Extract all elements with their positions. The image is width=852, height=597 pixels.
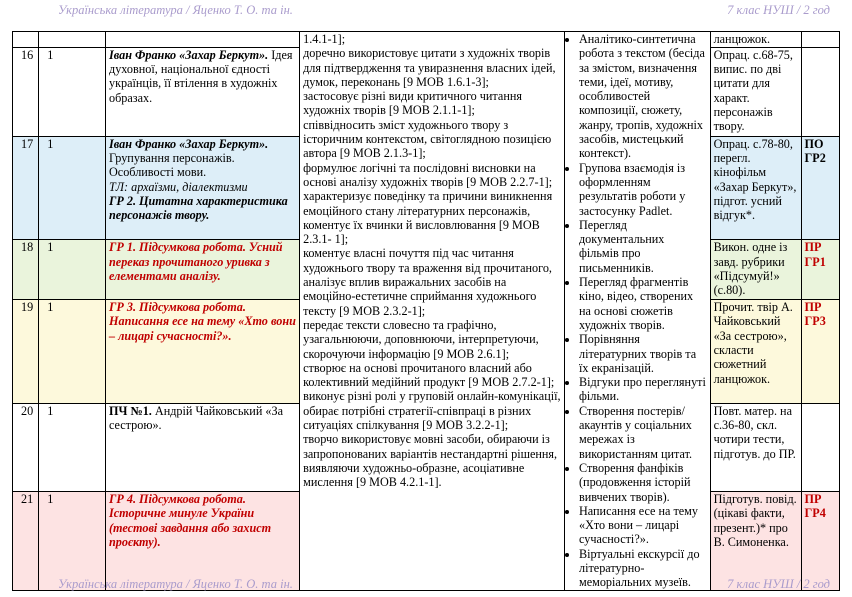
lesson-topic: ГР 4. Підсумкова робота. Історичне минуле України (тестові завдання або захист проєкту). <box>106 491 300 590</box>
homework-cell: Прочит. твір А. Чайковський «За сестрою», скласти сюжетний ланцюжок. <box>710 300 801 404</box>
learning-outcomes-cell <box>300 32 565 591</box>
activity-item: • Аналітико-синтетична робота з текстом (бесіда за змістом, визначення теми, ідеї, мотиву, особливостей композиції, сюжету, жанру, тропів, художніх засобів, мистецький контекст). <box>579 32 707 161</box>
page-footer <box>0 574 852 594</box>
footer-left: Українська література / Яценко Т. О. та ін. <box>58 577 293 591</box>
header-right: 7 клас НУШ / 2 год <box>727 3 830 17</box>
topic-text: Ідея духовної, національної єдності українців, її втілення в художніх образах. <box>109 47 293 105</box>
assessment-code <box>801 47 839 136</box>
homework-cell: ланцюжок. <box>710 32 801 48</box>
lesson-hours: 1 <box>39 403 106 491</box>
assessment-code <box>801 403 839 491</box>
curriculum-table <box>12 31 840 591</box>
lesson-number: 16 <box>13 47 39 136</box>
assessment-code: ПР ГР1 <box>801 240 839 300</box>
outcome-item: формулює логічні та послідовні висновки на основі аналізу художніх творів [9 МОВ 2.2.7-1]; <box>303 160 553 189</box>
homework-cell: Опрац. с.68-75, випис. по дві цитати для характ. персонажів твору. <box>710 47 801 136</box>
assessment-code: ПО ГР2 <box>801 136 839 240</box>
assessment-code: ПР ГР3 <box>801 300 839 404</box>
activities-cell <box>564 32 710 591</box>
activity-item: • Відгуки про переглянуті фільми. <box>579 375 707 404</box>
lesson-number: 20 <box>13 403 39 491</box>
outcome-item: характеризує поведінку та причини виникнення емоційного стану літературних персонажів, коментує їх вчинки й висловлювання [9 МОВ 2.3.1- 1]; <box>303 189 553 247</box>
lesson-topic: ГР 3. Підсумкова робота. Написання есе на тему «Хто вони – лицарі сучасності?». <box>106 300 300 404</box>
outcome-item: застосовує різні види критичного читання художніх творів [9 МОВ 2.1.1-1]; <box>303 89 522 118</box>
topic-title: ПЧ №1. <box>109 403 152 418</box>
outcome-item: 1.4.1-1]; <box>303 32 346 46</box>
outcome-item: творчо використовує мовні засоби, обираючи із запропонованих варіантів нестандартні рішення, виявляючи художньо-образне, асоціативне мислення [9 МОВ 4.2.1-1]. <box>303 432 558 490</box>
topic-text: Андрій Чайковський «За сестрою». <box>109 403 283 433</box>
outcome-item: виконує різні ролі у груповій онлайн-комунікації, обирає потрібні стратегії-співпраці в різних ситуаціях спілкування [9 МОВ 3.2.2-1]; <box>303 389 561 433</box>
homework-cell: Викон. одне із завд. рубрики «Підсумуй!» (с.80). <box>710 240 801 300</box>
topic-group-work: ГР 2. Цитатна характеристика персонажів твору. <box>109 193 288 223</box>
activity-item: • Перегляд документальних фільмів про письменників. <box>579 218 707 275</box>
activity-item: • Написання есе на тему «Хто вони – лицарі сучасності?». <box>579 504 707 547</box>
activity-item: • Групова взаємодія із оформленням результатів роботи у застосунку Padlet. <box>579 161 707 218</box>
topic-title: Іван Франко «Захар Беркут». <box>109 47 269 62</box>
homework-cell: Опрац. с.78-80, перегл. кінофільм «Захар Беркут», підгот. усний відгук*. <box>710 136 801 240</box>
footer-right: 7 клас НУШ / 2 год <box>727 577 830 591</box>
activity-item: • Створення фанфіків (продовження історій вивчених творів). <box>579 461 707 504</box>
lesson-number: 19 <box>13 300 39 404</box>
homework-cell: Підготув. повід. (цікаві факти, презент.)* про В. Симоненка. <box>710 491 801 590</box>
header-left: Українська література / Яценко Т. О. та ін. <box>58 3 293 17</box>
lesson-topic <box>106 47 300 136</box>
lesson-hours: 1 <box>39 47 106 136</box>
outcome-item: співвідносить зміст художнього твору з історичним контекстом, світоглядною позицією автора [9 МОВ 2.1.3-1]; <box>303 117 552 161</box>
lesson-hours: 1 <box>39 240 106 300</box>
lesson-number: 21 <box>13 491 39 590</box>
activity-item: • Порівняння літературних творів та їх екранізацій. <box>579 332 707 375</box>
lesson-number: 17 <box>13 136 39 240</box>
outcome-item: створює на основі прочитаного власний або колективний медійний продукт [9 МОВ 2.7.2-1]; <box>303 360 555 390</box>
outcome-item: передає тексти словесно та графічно, узагальнюючи, доповнюючи, інтерпретуючи, скорочуючи інформацію [9 МОВ 2.6.1]; <box>303 317 539 361</box>
lesson-topic <box>106 136 300 240</box>
topic-text: Групування персонажів. Особливості мови. <box>109 151 235 180</box>
outcome-item: коментує власні почуття під час читання художнього твору та враження від прочитаного, аналізує вплив виражальних засобів на емоційно-естетичне сприймання художнього тексту [9 МОВ 2.3.2-1]; <box>303 246 552 318</box>
topic-terms: ТЛ: архаїзми, діалектизми <box>109 179 248 194</box>
lesson-topic: ГР 1. Підсумкова робота. Усний переказ прочитаного уривка з елементами аналізу. <box>106 240 300 300</box>
lesson-hours: 1 <box>39 491 106 590</box>
lesson-hours: 1 <box>39 300 106 404</box>
activity-item: • Створення постерів/акаунтів у соціальних мережах із використанням цитат. <box>579 404 707 461</box>
topic-title: Іван Франко «Захар Беркут». <box>109 136 269 151</box>
activity-item: • Перегляд фрагментів кіно, відео, створених на основі сюжетів художніх творів. <box>579 275 707 332</box>
page-header <box>0 0 852 20</box>
lesson-topic <box>106 403 300 491</box>
lesson-number: 18 <box>13 240 39 300</box>
lesson-hours: 1 <box>39 136 106 240</box>
outcome-item: доречно використовує цитати з художніх творів для підтвердження та увиразнення власних ідей, думок, переконань [9 МОВ 1.6.1-3]; <box>303 46 556 89</box>
homework-cell: Повт. матер. на с.36-80, скл. чотири тести, підготув. до ПР. <box>710 403 801 491</box>
assessment-code: ПР ГР4 <box>801 491 839 590</box>
table-row-continuation <box>13 32 840 48</box>
activity-item: • Віртуальні екскурсії до літературно-меморіальних музеїв. <box>579 547 707 590</box>
